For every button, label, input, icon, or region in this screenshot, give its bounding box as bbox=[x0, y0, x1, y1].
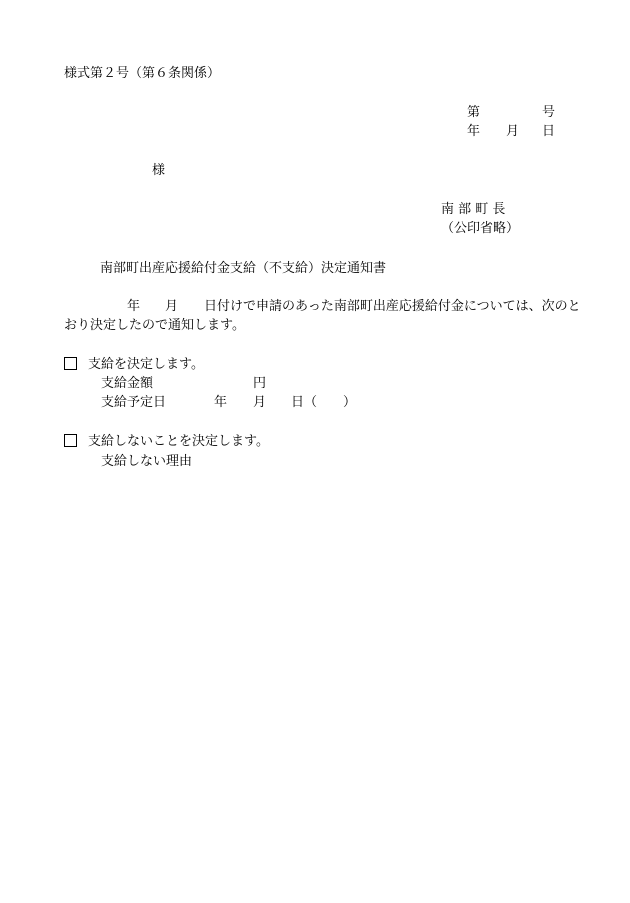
approval-label: 支給を決定します。 bbox=[88, 357, 204, 372]
form-header: 様式第２号（第６条関係） bbox=[64, 66, 221, 81]
rejection-reason-label: 支給しない理由 bbox=[101, 454, 193, 469]
scheduled-date-label: 支給予定日 bbox=[101, 395, 167, 410]
issuer-seal-note: （公印省略） bbox=[441, 221, 520, 236]
rejection-label: 支給しないことを決定します。 bbox=[88, 434, 269, 449]
body-line2: おり決定したので通知します。 bbox=[64, 318, 245, 333]
doc-number-suffix: 号 bbox=[542, 105, 556, 120]
approval-checkbox[interactable] bbox=[64, 357, 77, 374]
scheduled-date-day: 日（ ） bbox=[291, 395, 357, 410]
amount-unit: 円 bbox=[253, 376, 267, 391]
doc-date-month: 月 bbox=[506, 124, 520, 139]
body-line1: 日付けで申請のあった南部町出産応援給付金については、次のと bbox=[204, 299, 581, 314]
scheduled-date-year: 年 bbox=[214, 395, 228, 410]
scheduled-date-month: 月 bbox=[253, 395, 267, 410]
body-month: 月 bbox=[165, 299, 179, 314]
amount-label: 支給金額 bbox=[101, 376, 154, 391]
doc-date-year: 年 bbox=[467, 124, 481, 139]
doc-number-prefix: 第 bbox=[467, 105, 481, 120]
body-year: 年 bbox=[127, 299, 141, 314]
doc-date-day: 日 bbox=[542, 124, 556, 139]
checkbox-icon bbox=[64, 434, 77, 447]
page-title: 南部町出産応援給付金支給（不支給）決定通知書 bbox=[100, 261, 387, 276]
checkbox-icon bbox=[64, 357, 77, 370]
issuer-name: 南 部 町 長 bbox=[441, 202, 506, 217]
rejection-checkbox[interactable] bbox=[64, 434, 77, 451]
recipient-suffix: 様 bbox=[152, 163, 166, 178]
